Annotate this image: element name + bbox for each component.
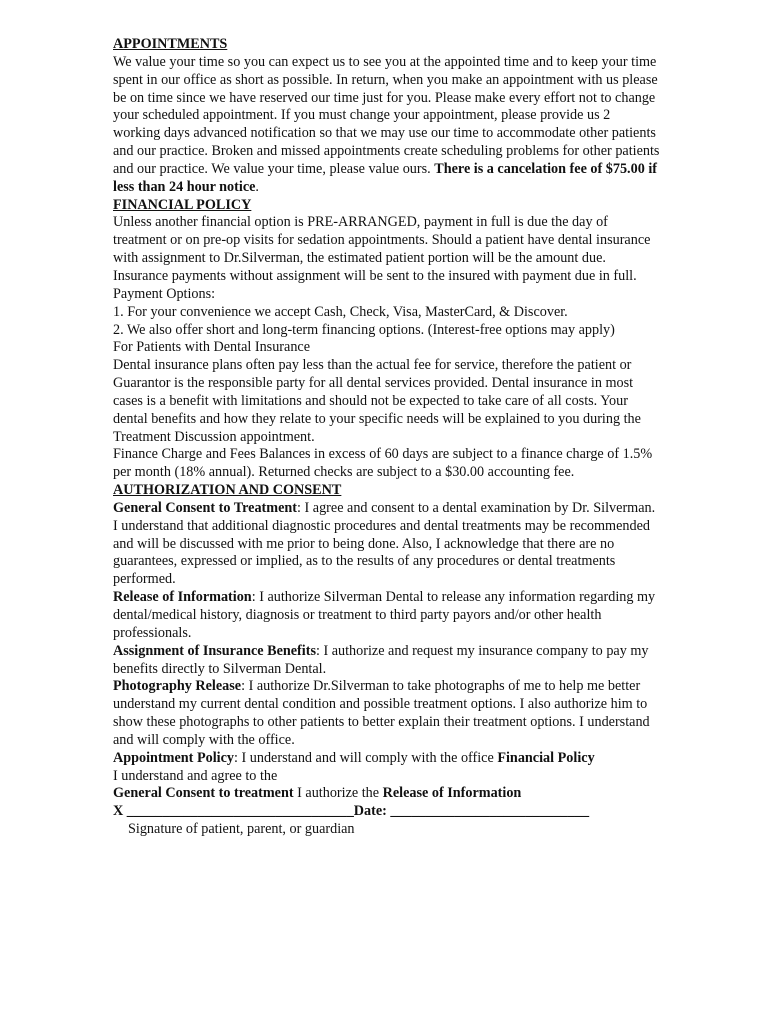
appointments-paragraph [113,54,661,197]
release-text: : I authorize Silverman Dental to release any information regarding my dental/medical history, diagnosis or treatment to third party payors and/or other health professionals. [113,589,656,641]
authorization-heading: AUTHORIZATION AND CONSENT [113,482,342,499]
signature-caption: Signature of patient, parent, or guardian [128,821,355,838]
cancelation-fee-notice: There is a cancelation fee of $75.00 if less than 24 hour notice [113,160,658,195]
appt-policy-label: Appointment Policy [113,749,234,766]
appointments-body: We value your time so you can expect us to see you at the appointed time and to keep your time spent in our office as short as possible. In return, when you make an appointment with us please be on time since we have reserved our time just for you. Please make every effort not to change your scheduled appointment. If you must change your appointment, please provide us 2 working days advanced notification so that we may use our time to accommodate other patients and our practice. Broken and missed appointments create scheduling problems for other patients and our practice. We value your time, please value ours. [113,53,660,177]
dental-insurance-body: Dental insurance plans often pay less than the actual fee for service, therefore the patient or Guarantor is the responsible party for all dental services provided. Dental insurance in most cases is a benefit with limitations and should not be expected to take care of all costs. Your dental benefits and how they relate to your specific needs will be explained to you during the Treatment Discussion appointment. [113,357,641,445]
payment-option-2: 2. We also offer short and long-term financing options. (Interest-free options may apply) [113,321,615,338]
dental-insurance-title: For Patients with Dental Insurance [113,339,311,356]
appointments-heading: APPOINTMENTS [113,36,228,52]
final-consent-line [113,785,661,803]
assignment-of-benefits-paragraph [113,643,661,679]
agree-line: I understand and agree to the [113,767,278,784]
general-consent-paragraph [113,500,661,589]
signature-line[interactable] [113,803,661,821]
finance-charge-paragraph: Finance Charge and Fees Balances in excess of 60 days are subject to a finance charge of 1.5% per month (18% annual). Returned checks are subject to a $30.00 accounting fee. [113,446,653,481]
photo-label: Photography Release [113,678,242,695]
final-consent-text: I authorize the [293,785,383,802]
appointment-policy-paragraph [113,750,661,768]
photography-release-paragraph [113,678,661,749]
photo-text: : I authorize Dr.Silverman to take photographs of me to help me better understand my current dental condition and possible treatment options. I also authorize him to show these photographs to other patients to better explain their treatment options. I understand and will comply with the office. [113,678,650,748]
assignment-label: Assignment of Insurance Benefits [113,642,316,659]
appointments-period: . [255,178,259,195]
appt-policy-financial: Financial Policy [497,749,595,766]
consent-form-document [113,36,661,839]
payment-option-1: 1. For your convenience we accept Cash, Check, Visa, MasterCard, & Discover. [113,303,568,320]
assignment-text: : I authorize and request my insurance company to pay my benefits directly to Silverman Dental. [113,642,649,677]
general-consent-text: : I agree and consent to a dental examination by Dr. Silverman. I understand that additional diagnostic procedures and dental treatments may be recommended and will be discussed with me prior to being done. Also, I acknowledge that there are no guarantees, expressed or implied, as to the results of any procedures or dental treatments performed. [113,499,656,588]
payment-options-label: Payment Options: [113,285,216,302]
final-release-label: Release of Information [382,785,522,802]
general-consent-label: General Consent to Treatment [113,499,298,516]
final-consent-label: General Consent to treatment [113,785,294,802]
release-label: Release of Information [113,589,252,606]
financial-policy-heading: FINANCIAL POLICY [113,196,252,213]
date-field[interactable]: Date: ____________________________ [353,803,590,820]
appt-policy-text: : I understand and will comply with the office [234,749,498,766]
financial-policy-body: Unless another financial option is PRE-ARRANGED, payment in full is due the day of treatment or on pre-op visits for sedation appointments. Should a patient have dental insurance with assignment to Dr.Silverman, the estimated patient portion will be the amount due. Insurance payments without assignment will be sent to the insured with payment due in full. [113,214,651,284]
release-of-information-paragraph [113,589,661,643]
signature-x-field[interactable]: X ________________________________ [113,803,354,820]
